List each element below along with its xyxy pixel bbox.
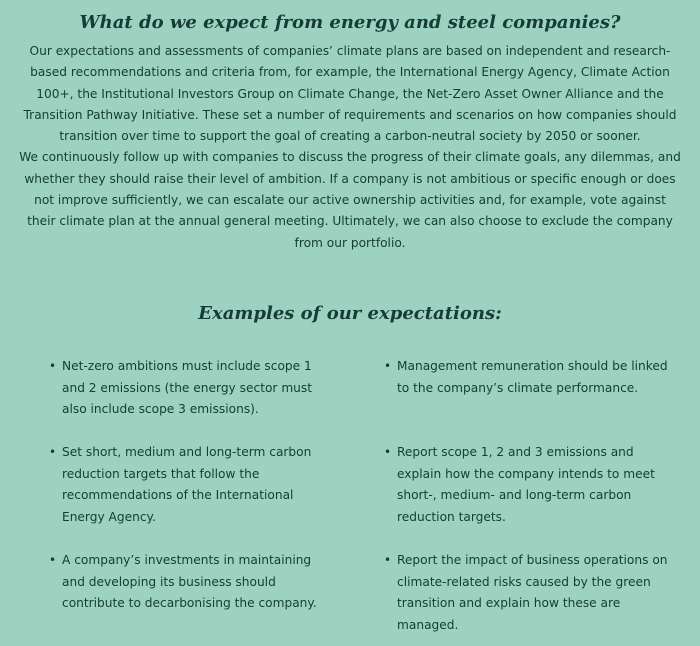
list-item (381, 550, 671, 636)
list-item-text: Net-zero ambitions must include scope 1 and 2 emissions (the energy sector must also include scope 3 emissions). (62, 359, 313, 417)
list-item (46, 550, 336, 615)
list-item-text: A company’s investments in maintaining and developing its business should contribute to decarbonising the company. (62, 553, 317, 611)
page-title: What do we expect from energy and steel companies? (79, 12, 621, 33)
intro-paragraph: Our expectations and assessments of companies’ climate plans are based on independent and research-based recommendations and criteria from, for example, the International Energy Agency, Climate Action 100+, the Institutional Investors Group on Climate Change, the Net-Zero Asset Owner Alliance and the Transition Pathway Initiative. These set a number of requirements and scenarios on how companies should transition over time to support the goal of creating a carbon-neutral society by 2050 or sooner. (23, 44, 677, 144)
bullet-icon: • (384, 445, 392, 459)
list-item (381, 442, 671, 528)
bullet-icon: • (384, 553, 392, 567)
list-item (381, 356, 671, 399)
list-item (46, 356, 336, 421)
bullet-icon: • (384, 359, 392, 373)
bullet-icon: • (49, 359, 57, 373)
intro-paragraph: We continuously follow up with companies to discuss the progress of their climate goals, any dilemmas, and whether they should raise their level of ambition. If a company is not ambitious or specific enough or does not improve sufficiently, we can escalate our active ownership activities and, for example, vote against their climate plan at the annual general meeting. Ultimately, we can also choose to exclude the company from our portfolio. (19, 150, 681, 250)
bullet-icon: • (49, 553, 57, 567)
examples-heading: Examples of our expectations: (198, 303, 502, 324)
list-item-text: Management remuneration should be linked to the company’s climate performance. (397, 359, 668, 395)
intro-text (18, 41, 682, 254)
list-item-text: Report the impact of business operations on climate-related risks caused by the green transition and explain how these are managed. (397, 553, 668, 632)
list-item-text: Report scope 1, 2 and 3 emissions and explain how the company intends to meet short-, medium- and long-term carbon reduction targets. (397, 445, 655, 524)
bullet-icon: • (49, 445, 57, 459)
list-item-text: Set short, medium and long-term carbon reduction targets that follow the recommendations of the International Energy Agency. (62, 445, 312, 524)
list-item (46, 442, 336, 528)
